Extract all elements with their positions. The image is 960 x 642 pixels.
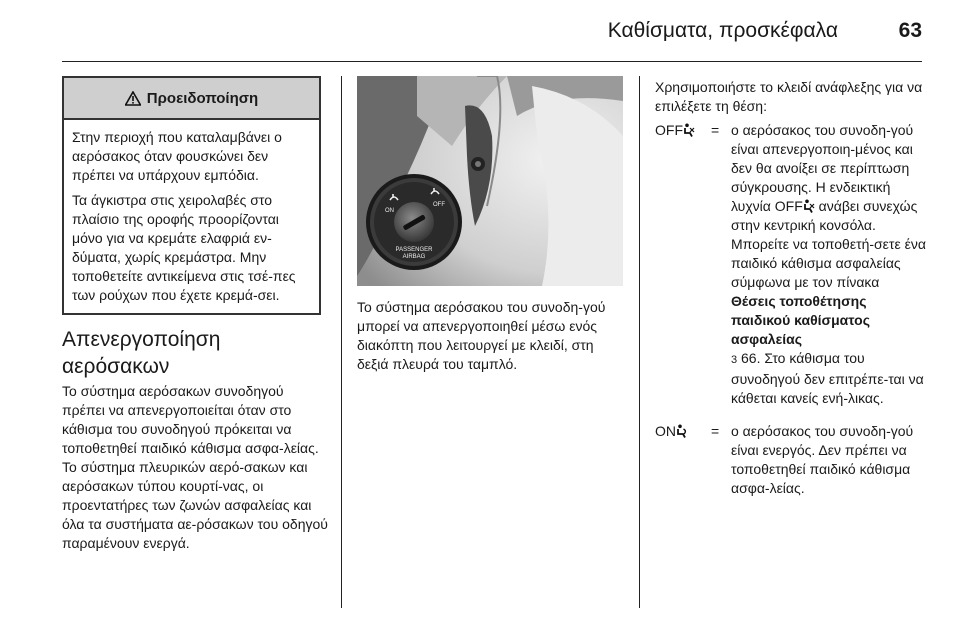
option-off-desc-term: OFF	[774, 198, 803, 214]
option-off-term	[655, 121, 695, 140]
airbag-off-icon	[683, 123, 695, 137]
section-body: Το σύστημα αερόσακων συνοδηγού πρέπει να απενεργοποιείται όταν στο κάθισμα του συνοδηγού πρόκειται να τοποθετηθεί παιδικό κάθισμα ασφα-λείας. Το σύστημα πλευρικών αερό-σακων και αερόσακων τύπου κουρτί-νας, οι προεντατήρες των ζωνών ασφαλείας και όλα τα συστήματα αε-ρόσακων του οδηγού παραμένουν ενεργά.	[62, 383, 328, 551]
option-on-description: ο αερόσακος του συνοδη-γού είναι ενεργός. Δεν πρέπει να τοποθετηθεί παιδικό κάθισμα ασφα-λείας.	[731, 423, 914, 496]
option-on-term	[655, 422, 688, 441]
option-off-desc-3: 66. Στο κάθισμα του συνοδηγού δεν επιτρέπε-ται να κάθεται κανείς ενή-λικας.	[731, 350, 924, 406]
intro-text: Χρησιμοποιήστε το κλειδί ανάφλεξης για να επιλέξετε τη θέση:	[655, 79, 923, 114]
warning-triangle-icon	[125, 91, 141, 106]
option-on-equals: =	[711, 423, 720, 439]
warning-paragraph: Τα άγκιστρα στις χειρολαβές στο πλαίσιο της οροφής προορίζονται μόνο για να κρεμάτε ελαφριά εν-δύματα, χωρίς κρεμάστρα. Μην τοποθετείτε αντικείμενα στις τσέ-πες των ρούχων που έχετε κρεμά-σει.	[72, 192, 296, 303]
page-ref-icon: 3	[731, 354, 738, 366]
warning-header	[64, 78, 319, 120]
header-rule	[62, 61, 922, 62]
airbag-off-icon	[803, 199, 815, 213]
switch-label-airbag: AIRBAG	[402, 254, 426, 260]
photo-caption: Το σύστημα αερόσακου του συνοδη-γού μπορεί να απενεργοποιηθεί μέσω ενός διακόπτη που λειτουργεί με κλειδί, στη δεξιά πλευρά του ταμπλό.	[357, 299, 606, 372]
switch-on-label: ON	[385, 208, 394, 214]
warning-box	[62, 76, 321, 315]
warning-body	[64, 120, 319, 305]
option-off-description	[731, 121, 927, 408]
option-off-label: OFF	[655, 122, 683, 138]
switch-off-label: OFF	[433, 202, 445, 208]
switch-label-passenger: PASSENGER	[395, 247, 433, 253]
header-title: Καθίσματα, προσκέφαλα	[607, 19, 838, 42]
warning-paragraph: Στην περιοχή που καταλαμβάνει ο αερόσακος όταν φουσκώνει δεν πρέπει να υπάρχουν εμπόδια.	[72, 129, 282, 183]
airbag-on-icon	[676, 424, 688, 438]
option-off-equals: =	[711, 122, 720, 138]
warning-title: Προειδοποίηση	[146, 89, 259, 107]
column-divider-1	[341, 76, 342, 608]
airbag-switch-photo	[357, 76, 623, 286]
child-seat-table-link[interactable]: Θέσεις τοποθέτησης παιδικού καθίσματος ασφαλείας	[731, 293, 870, 347]
page-header	[0, 0, 960, 62]
option-off-desc-2: ανάβει συνεχώς στην κεντρική κονσόλα. Μπορείτε να τοποθετή-σετε ένα παιδικό κάθισμα ασφαλείας σύμφωνα με τον πίνακα	[731, 198, 926, 290]
option-on-label: ON	[655, 423, 676, 439]
section-title: Απενεργοποίηση αερόσακων	[62, 328, 221, 378]
page-number: 63	[898, 19, 922, 42]
option-off-desc-1: ο αερόσακος του συνοδη-γού είναι απενεργοποιη-μένος και δεν θα ανοίξει σε περίπτωση σύγκρουσης. Η ενδεικτική λυχνία	[731, 122, 914, 214]
column-divider-2	[639, 76, 640, 608]
